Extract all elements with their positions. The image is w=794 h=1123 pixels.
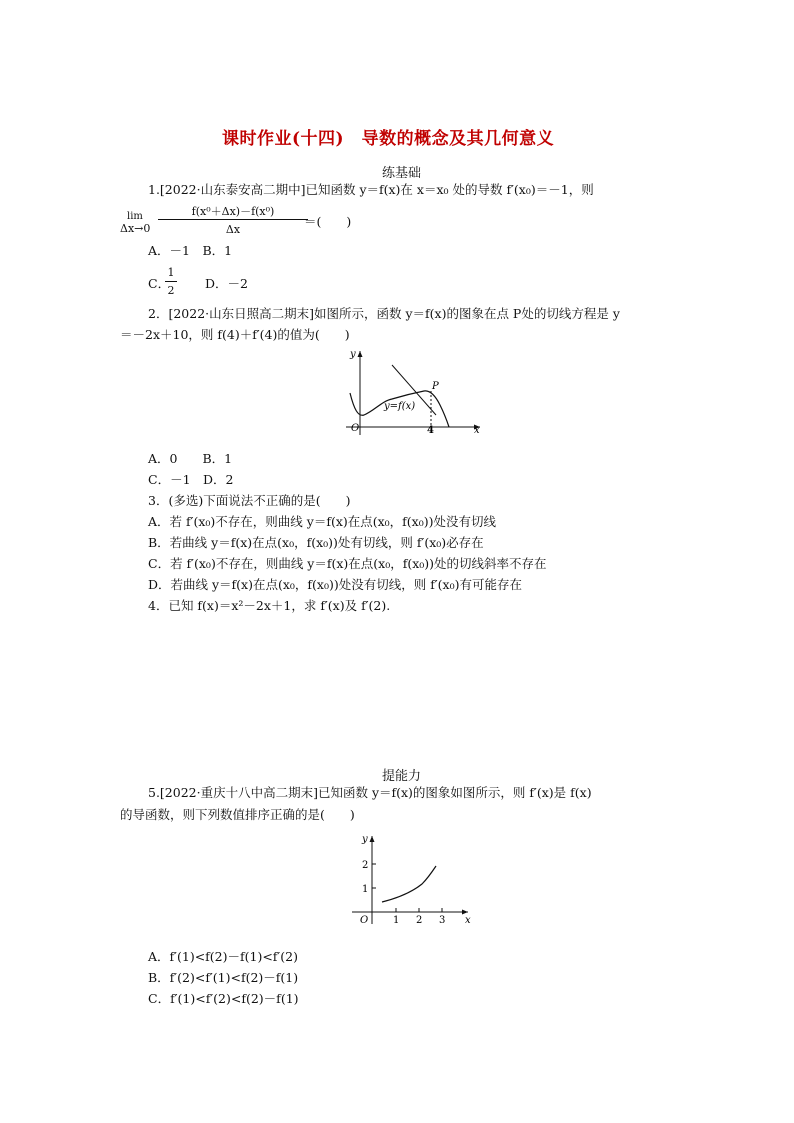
- section-heading-basic: 练基础: [382, 166, 422, 181]
- q1-stem: 1.[2022·山东泰安高二期中]已知函数 y＝f(x)在 x＝x₀ 处的导数 f′(x₀)＝－1，则: [148, 182, 594, 197]
- q5-option-a: A．f′(1)<f(2)－f(1)<f′(2): [148, 949, 298, 964]
- q5-y-tick-2: 2: [362, 860, 369, 871]
- q2-line2: ＝－2x＋10，则 f(4)＋f′(4)的值为( ): [120, 327, 350, 342]
- q1-option-c-den: 2: [167, 284, 175, 297]
- q1-options-ab: A．－1 B．1: [148, 243, 233, 258]
- q2-tick-4: 4: [427, 425, 434, 436]
- q5-option-c: C．f′(1)<f′(2)<f(2)－f(1): [148, 991, 299, 1006]
- q5-x-tick-2: 2: [416, 915, 423, 926]
- q1-denominator: Δx: [225, 223, 241, 236]
- q2-options-ab: A．0 B．1: [148, 451, 233, 466]
- q5-y-label: y: [362, 834, 368, 845]
- q3-stem: 3．(多选)下面说法不正确的是( ): [148, 493, 351, 508]
- q2-y-arrow: [358, 351, 363, 357]
- q2-options-cd: C．－1 D．2: [148, 472, 234, 487]
- q5-curve: [382, 866, 436, 902]
- q5-y-tick-1: 1: [362, 884, 369, 895]
- q5-x-arrow: [462, 910, 468, 915]
- page-title: 课时作业(十四) 导数的概念及其几何意义: [222, 129, 555, 149]
- q1-tail: ＝( ): [304, 214, 352, 229]
- q1-option-c-prefix: C．: [148, 276, 171, 291]
- q5-origin-label: O: [360, 915, 369, 926]
- q1-option-c-num: 1: [167, 266, 175, 279]
- q5-line2: 的导函数，则下列数值排序正确的是( ): [120, 807, 355, 822]
- q4-stem: 4．已知 f(x)＝x²－2x＋1，求 f′(x)及 f′(2).: [148, 598, 391, 613]
- q1-option-c-bar: [165, 281, 177, 282]
- q3-option-b: B．若曲线 y＝f(x)在点(x₀，f(x₀))处有切线，则 f′(x₀)必存在: [148, 535, 484, 550]
- q5-line1: 5.[2022·重庆十八中高二期末]已知函数 y＝f(x)的图象如图所示，则 f′(x)是 f(x): [148, 785, 592, 800]
- q2-line1: 2．[2022·山东日照高二期末]如图所示，函数 y＝f(x)的图象在点 P处的切线方程是 y: [148, 306, 620, 321]
- q2-graph: [340, 345, 490, 437]
- q2-point-label: P: [432, 381, 439, 392]
- q3-option-a: A．若 f′(x₀)不存在，则曲线 y＝f(x)在点(x₀，f(x₀))处没有切线: [148, 514, 496, 529]
- q2-origin-label: O: [351, 423, 360, 434]
- q2-x-label: x: [474, 425, 480, 436]
- section-heading-advanced: 提能力: [382, 769, 422, 784]
- q5-x-tick-3: 3: [439, 915, 446, 926]
- q3-option-d: D．若曲线 y＝f(x)在点(x₀，f(x₀))处没有切线，则 f′(x₀)有可能存在: [148, 577, 522, 592]
- q1-fraction-bar: [158, 219, 308, 220]
- q1-numerator: f(x⁰＋Δx)－f(x⁰): [191, 205, 275, 218]
- q3-option-c: C．若 f′(x₀)不存在，则曲线 y＝f(x)在点(x₀，f(x₀))处的切线斜率不存在: [148, 556, 547, 571]
- q1-option-d: D．－2: [205, 276, 248, 291]
- q5-option-b: B．f′(2)<f′(1)<f(2)－f(1): [148, 970, 299, 985]
- q5-x-tick-1: 1: [393, 915, 400, 926]
- q5-y-arrow: [370, 836, 375, 842]
- q1-lim-sub: Δx→0: [120, 222, 151, 235]
- q2-y-label: y: [350, 349, 356, 360]
- q1-lim-label: lim: [127, 211, 143, 222]
- q2-curve-label: y=f(x): [384, 401, 416, 412]
- q5-graph: [350, 832, 476, 926]
- q5-x-label: x: [465, 915, 471, 926]
